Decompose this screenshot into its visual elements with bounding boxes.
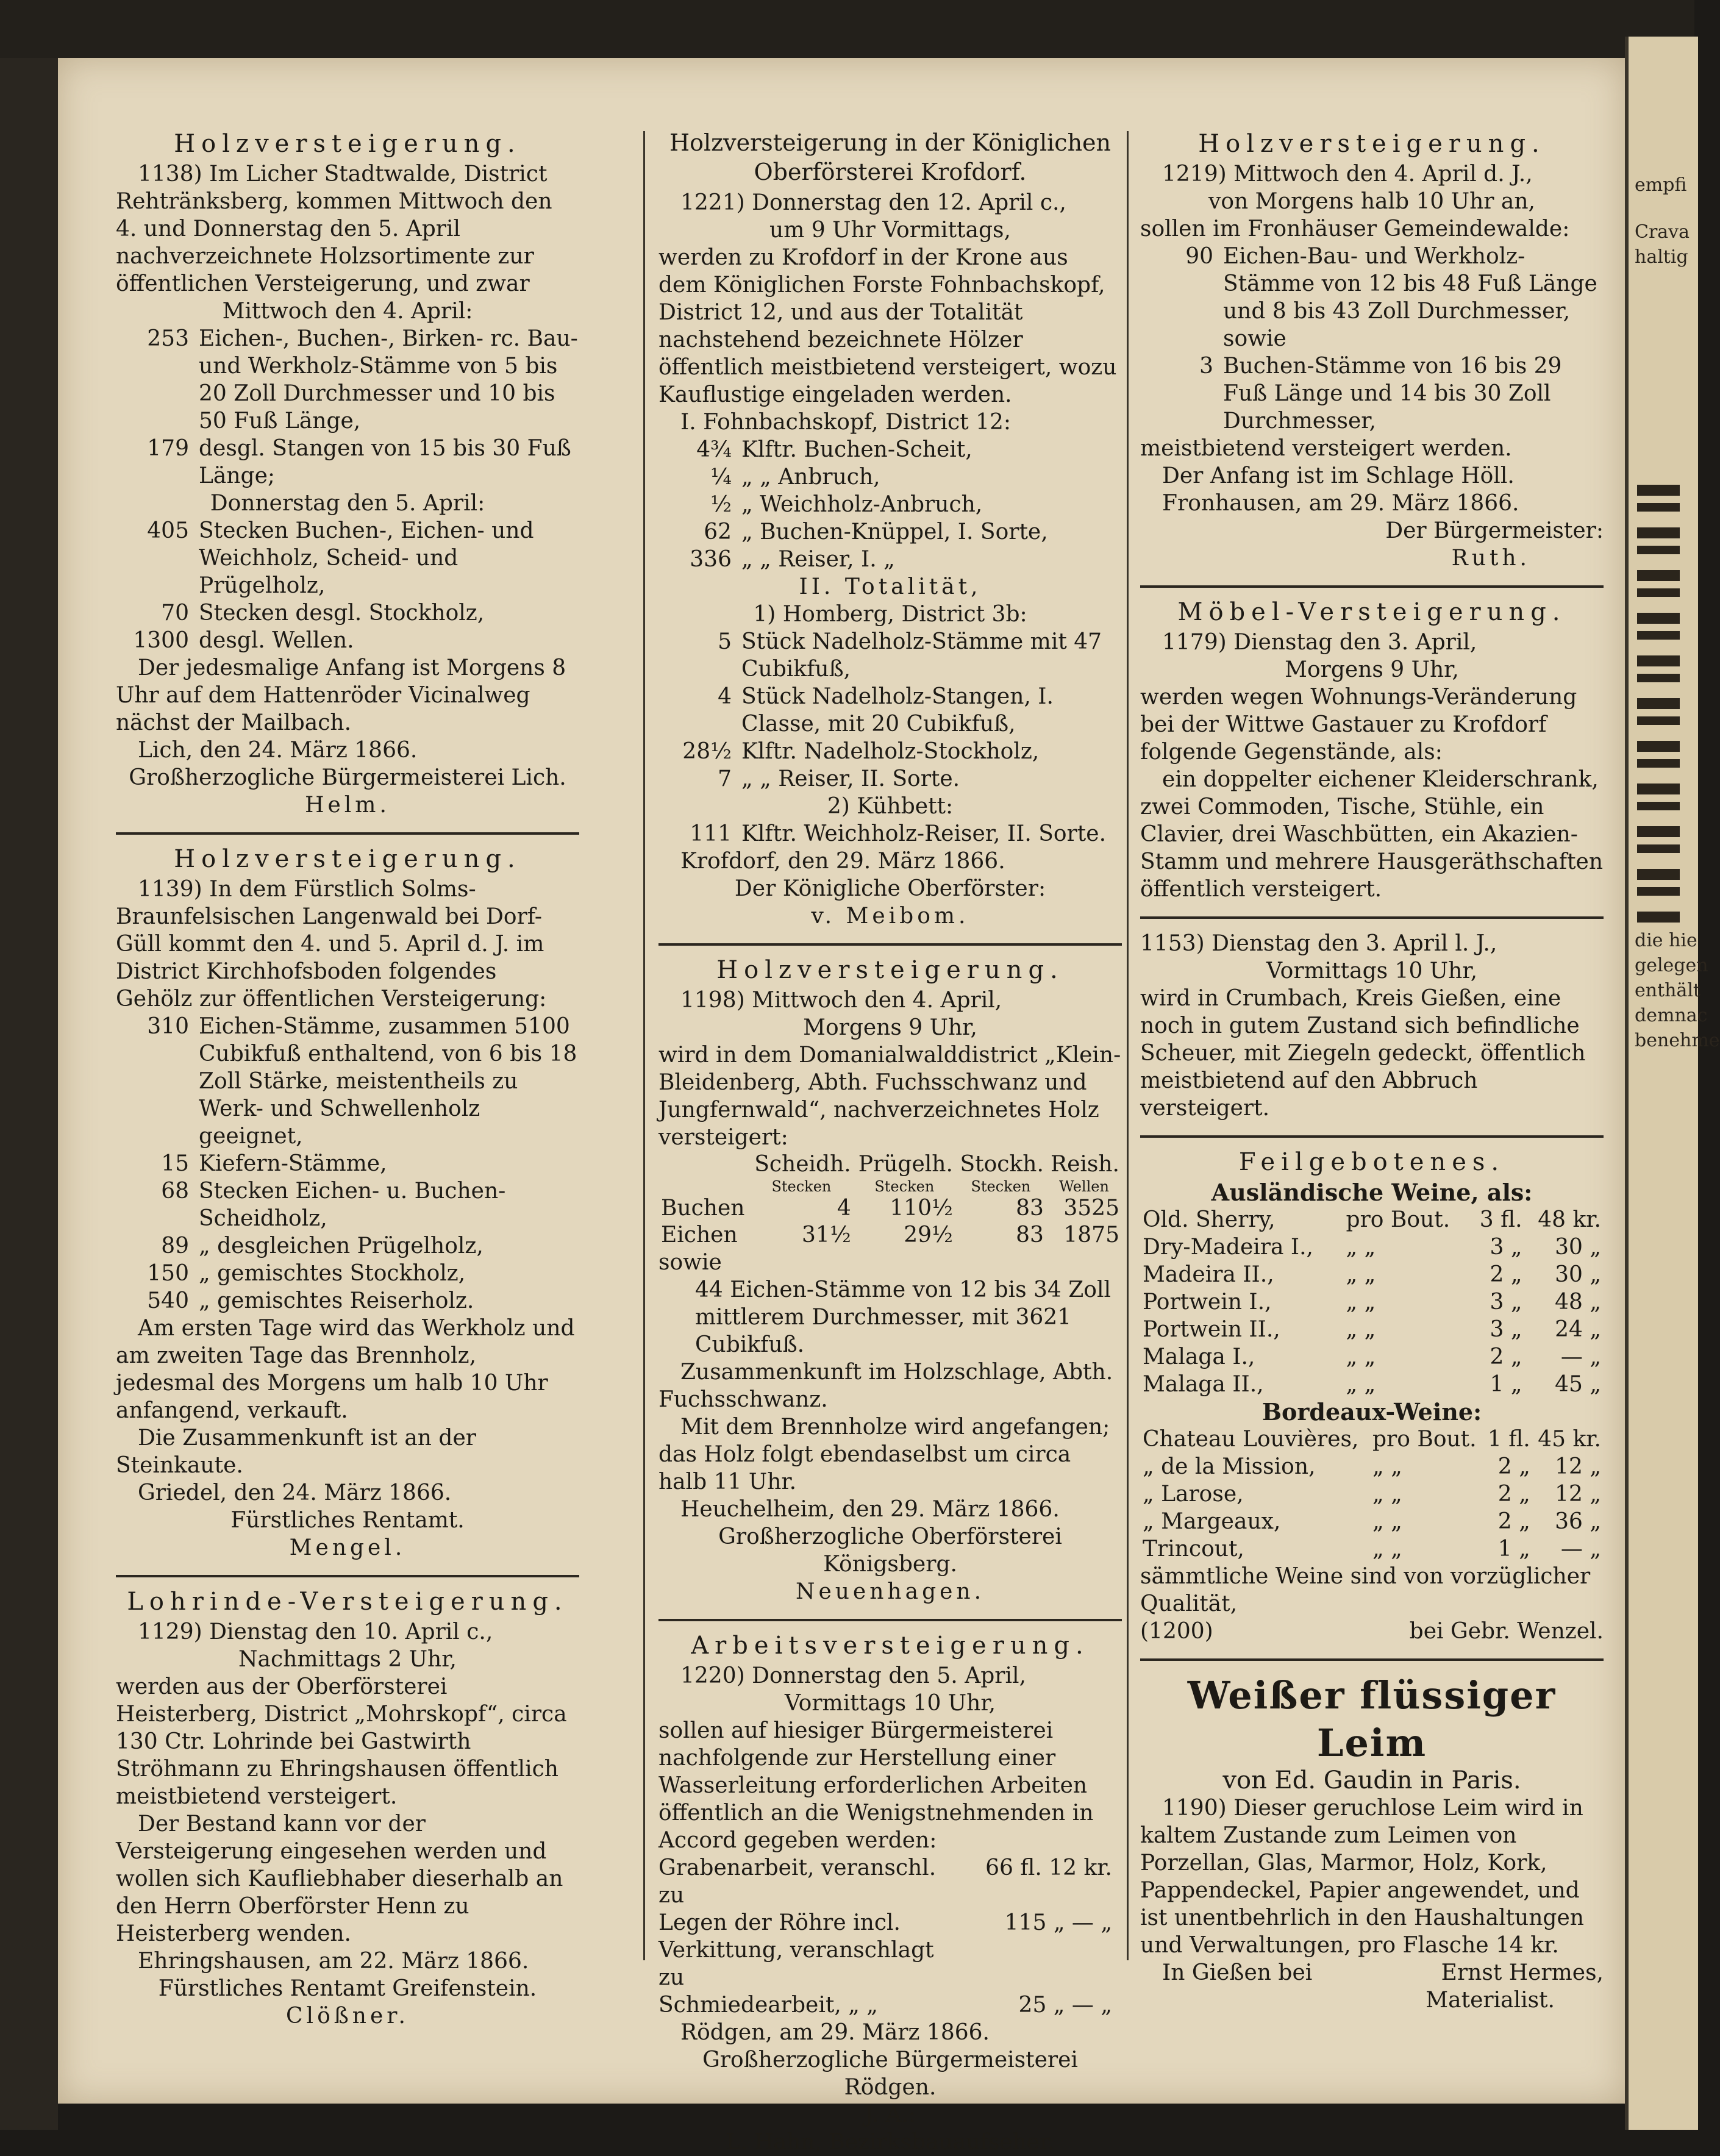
lot-text: „ desgleichen Prügelholz, — [199, 1233, 484, 1258]
notice-date: Donnerstag den 5. April: — [210, 491, 485, 516]
work-item — [658, 1991, 1122, 2019]
section-rule — [1140, 916, 1604, 919]
wine-name: Madeira II., — [1143, 1262, 1274, 1287]
wood-table — [658, 1151, 1122, 1249]
column-1 — [116, 128, 579, 2030]
lot-item — [658, 463, 1122, 491]
notice-arbeitsversteigerung — [658, 1632, 1122, 2156]
cell: 31½ — [802, 1223, 851, 1248]
work-price: 115 „ — „ — [1004, 1910, 1112, 1935]
notice-place-date: Ehringshausen, am 22. März 1866. — [138, 1949, 529, 1974]
notice-signature: Der Bürgermeister: — [1385, 518, 1604, 543]
wood-table-units — [658, 1178, 1122, 1195]
lot-item — [658, 628, 1122, 683]
notice-signature: Großherzogliche Oberförsterei Königsberg. — [718, 1524, 1062, 1577]
wine-name: „ Margeaux, — [1143, 1509, 1281, 1534]
wine-unit: „ „ — [1372, 1509, 1402, 1534]
work-item — [658, 1909, 1122, 1991]
notice-signature-name: Neuenhagen. — [795, 1579, 985, 1604]
wine-kr: — „ — [1560, 1537, 1601, 1562]
section-rule — [658, 1619, 1122, 1621]
lot-text: Buchen-Stämme von 16 bis 29 Fuß Länge und 14 bis 30 Zoll Durchmesser, — [1223, 354, 1562, 434]
notice-holzversteigerung-lich — [116, 130, 579, 819]
advert-place: In Gießen bei — [1162, 1960, 1313, 1985]
wine-fl: 1 „ — [1490, 1372, 1522, 1397]
notice-signature: J. A.: — [864, 2102, 916, 2127]
lot-item — [658, 765, 1122, 793]
lot-item — [116, 517, 579, 599]
notice-body: wird in dem Domanialwalddistrict „Klein-Bleidenberg, Abth. Fuchsschwanz und Jungfernwald“, nachverzeichnetes Holz versteigert: — [658, 1043, 1121, 1150]
table-row — [1140, 1233, 1604, 1261]
wine-fl: 2 „ — [1490, 1262, 1522, 1287]
notice-note: Mit dem Brennholze wird angefangen; das Holz folgt ebendaselbst um circa halb 11 Uhr. — [658, 1415, 1110, 1494]
lot-text: Stecken Buchen-, Eichen- und Weichholz, Scheid- und Prügelholz, — [199, 518, 534, 598]
lot-quantity: 111 — [690, 821, 732, 846]
cell: 3525 — [1063, 1196, 1119, 1221]
lot-text: Eichen-Bau- und Werkholz-Stämme von 12 bis 48 Fuß Länge und 8 bis 43 Zoll Durchmesser, sowie — [1223, 244, 1597, 351]
notice-heading: Möbel-Versteigerung. — [1177, 598, 1566, 626]
notice-moebel-versteigerung — [1140, 599, 1604, 903]
lot-text: desgl. Stangen von 15 bis 30 Fuß Länge; — [199, 436, 571, 488]
notice-place-date: Griedel, den 24. März 1866. — [138, 1480, 452, 1505]
lot-quantity: 68 — [161, 1179, 189, 1204]
lot-item — [658, 436, 1122, 463]
lot-text: Stück Nadelholz-Stämme mit 47 Cubikfuß, — [741, 629, 1102, 682]
lot-text: „ „ Reiser, I. „ — [741, 547, 895, 572]
wine-kr: — „ — [1560, 1344, 1601, 1369]
table-row — [1140, 1288, 1604, 1316]
lot-quantity: 15 — [161, 1151, 189, 1176]
notice-place-date: Fronhausen, am 29. März 1866. — [1162, 491, 1519, 516]
notice-time: Vormittags 10 Uhr, — [784, 1691, 996, 1716]
notice-body: werden aus der Oberförsterei Heisterberg, District „Mohrskopf“, circa 130 Ctr. Lohrinde bei Gastwirth Ströhmann zu Ehringshausen öffentlich meistbietend versteigert. — [116, 1674, 567, 1809]
wine-name: Malaga II., — [1143, 1372, 1264, 1397]
lot-quantity: 4 — [718, 684, 732, 709]
notice-time: Vormittags 10 Uhr, — [1266, 958, 1478, 983]
wine-unit: „ „ — [1346, 1317, 1376, 1342]
lot-text: Eichen-, Buchen-, Birken- rc. Bau- und Werkholz-Stämme von 5 bis 20 Zoll Durchmesser und 10 bis 50 Fuß Länge, — [199, 326, 578, 434]
notice-subsection: 1) Homberg, District 3b: — [753, 602, 1027, 627]
wine-name: Chateau Louvières, — [1143, 1427, 1359, 1452]
edge-fragment: benehme — [1635, 1030, 1720, 1051]
notice-footer — [1140, 1618, 1604, 1645]
wine-unit: „ „ — [1346, 1372, 1376, 1397]
work-item — [658, 1854, 1122, 1909]
lot-text: Eichen-Stämme, zusammen 5100 Cubikfuß enthaltend, von 6 bis 18 Zoll Stärke, meistentheils zu Werk- und Schwellenholz geeignet, — [199, 1014, 577, 1149]
lot-item — [116, 1260, 579, 1287]
lot-item — [1140, 352, 1604, 435]
wine-unit: „ „ — [1346, 1290, 1376, 1315]
wine-name: Portwein II., — [1143, 1317, 1280, 1342]
notice-signature-name: v. Meibom. — [811, 904, 969, 929]
lot-quantity: 336 — [690, 547, 732, 572]
notice-lohrinde-versteigerung — [116, 1588, 579, 2030]
wine-name: „ Larose, — [1143, 1482, 1244, 1507]
edge-fragment: haltig — [1635, 246, 1688, 268]
notice-signature: Fürstliches Rentamt. — [230, 1508, 465, 1533]
notice-signature: Fürstliches Rentamt Greifenstein. — [158, 1976, 537, 2001]
cell: 110½ — [890, 1196, 953, 1221]
notice-scheuer-versteigerung — [1140, 930, 1604, 1122]
section-rule — [1140, 1135, 1604, 1138]
notice-note: Zusammenkunft im Holzschlage, Abth. Fuchsschwanz. — [658, 1360, 1113, 1412]
table-row — [658, 1195, 1122, 1222]
wine-name: Trincout, — [1143, 1537, 1244, 1562]
wine-fl: 3 „ — [1490, 1290, 1522, 1315]
notice-text: 44 Eichen-Stämme von 12 bis 34 Zoll mittlerem Durchmesser, mit 3621 Cubikfuß. — [695, 1277, 1111, 1357]
notice-holzversteigerung-fronhausen — [1140, 130, 1604, 572]
table-row — [1140, 1316, 1604, 1343]
table-row — [1140, 1343, 1604, 1371]
lot-quantity: 405 — [147, 518, 189, 543]
section-rule — [658, 943, 1122, 946]
notice-date: 1129) Dienstag den 10. April c., — [138, 1619, 493, 1644]
notice-signature: bei Gebr. Wenzel. — [1409, 1619, 1604, 1644]
lot-item — [116, 1013, 579, 1150]
lot-item — [658, 738, 1122, 765]
wine-fl: 2 „ — [1490, 1344, 1522, 1369]
wine-fl: 3 „ — [1490, 1317, 1522, 1342]
wine-fl: 3 „ — [1490, 1235, 1522, 1260]
notice-heading: Holzversteigerung. — [1198, 130, 1546, 158]
notice-signature-name: L. Hahn, Bezirksbauaufseher. — [726, 2130, 1055, 2155]
lot-text: Stecken Eichen- u. Buchen-Scheidholz, — [199, 1179, 506, 1231]
notice-body: werden zu Krofdorf in der Krone aus dem Königlichen Forste Fohnbachskopf, District 12, und aus der Totalität nachstehend bezeichnete Hölzer öffentlich meistbietend versteigert, wozu Kauflustige eingeladen werden. — [658, 245, 1117, 407]
section-rule — [116, 1575, 579, 1577]
notice-time: Morgens 9 Uhr, — [1285, 657, 1459, 682]
lot-quantity: 7 — [718, 766, 732, 791]
section-rule — [1140, 1658, 1604, 1661]
wine-kr: 12 „ — [1555, 1454, 1601, 1479]
lot-item — [116, 1232, 579, 1260]
lot-quantity: 28½ — [682, 739, 732, 764]
lot-text: „ Weichholz-Anbruch, — [741, 492, 983, 517]
notice-signature: Der Königliche Oberförster: — [734, 876, 1046, 901]
notice-signature-name: Clößner. — [286, 2004, 409, 2029]
notice-body: sollen im Fronhäuser Gemeindewalde: — [1140, 216, 1570, 241]
wine-section-heading: Ausländische Weine, als: — [1211, 1179, 1533, 1206]
notice-heading: Lohrinde-Versteigerung. — [127, 1588, 568, 1616]
notice-place-date: Lich, den 24. März 1866. — [138, 738, 418, 763]
wine-kr: 48 „ — [1555, 1290, 1601, 1315]
lot-item — [116, 1287, 579, 1315]
notice-date: 1220) Donnerstag den 5. April, — [680, 1663, 1026, 1688]
notice-date: 1221) Donnerstag den 12. April c., — [680, 190, 1066, 215]
lot-item — [116, 1177, 579, 1232]
work-label: Schmiedearbeit, „ „ — [658, 1993, 878, 2018]
notice-place-date: Rödgen, am 29. März 1866. — [680, 2020, 990, 2045]
wine-kr: 48 kr. — [1538, 1207, 1601, 1232]
edge-fragment: enthält — [1635, 980, 1700, 1001]
lot-text: „ gemischtes Reiserholz. — [199, 1288, 474, 1313]
wine-fl: 2 „ — [1497, 1482, 1530, 1507]
notice-feilgebotenes-weine — [1140, 1149, 1604, 1645]
notice-note: Der Anfang ist im Schlage Höll. — [1162, 463, 1515, 488]
lot-quantity: 89 — [161, 1233, 189, 1258]
lot-text: desgl. Wellen. — [199, 628, 354, 653]
column-divider — [643, 131, 645, 1960]
wine-unit: „ „ — [1346, 1235, 1376, 1260]
lot-quantity: 90 — [1185, 244, 1213, 269]
lot-item — [1140, 243, 1604, 352]
notice-body: wird in Crumbach, Kreis Gießen, eine noch in gutem Zustand sich befindliche Scheuer, mit Ziegeln gedeckt, öffentlich meistbietend auf den Abbruch versteigert. — [1140, 986, 1586, 1121]
wine-price-table — [1140, 1426, 1604, 1563]
lot-quantity: ½ — [710, 492, 732, 517]
wine-name: „ de la Mission, — [1143, 1454, 1316, 1479]
column-3 — [1140, 128, 1604, 2014]
notice-date: 1219) Mittwoch den 4. April d. J., — [1162, 162, 1533, 187]
col-header: Reish. — [1050, 1152, 1119, 1177]
edge-fragment: die hie — [1635, 930, 1697, 951]
column-divider — [1127, 131, 1129, 1960]
wine-fl: 2 „ — [1497, 1509, 1530, 1534]
table-row — [1140, 1453, 1604, 1480]
notice-intro: 1138) Im Licher Stadtwalde, District Rehtränksberg, kommen Mittwoch den 4. und Donnerstag den 5. April nachverzeichnete Holzsortimente zur öffentlichen Versteigerung, und zwar — [116, 162, 552, 296]
notice-section: II. Totalität, — [799, 574, 982, 599]
notice-heading: Holzversteigerung in der Königlichen Oberförsterei Krofdorf. — [669, 129, 1112, 185]
notice-time: um 9 Uhr Vormittags, — [769, 218, 1011, 243]
table-row — [1140, 1426, 1604, 1453]
lot-item — [116, 627, 579, 654]
table-row — [658, 1222, 1122, 1249]
lot-quantity: 179 — [147, 436, 189, 461]
notice-note: Der jedesmalige Anfang ist Morgens 8 Uhr auf dem Hattenröder Vicinalweg nächst der Mailbach. — [116, 655, 566, 735]
lot-text: „ „ Reiser, II. Sorte. — [741, 766, 960, 791]
notice-place-date: Krofdorf, den 29. März 1866. — [680, 849, 1005, 874]
advert-signature: Ernst Hermes, — [1441, 1960, 1604, 1985]
lot-quantity: 253 — [147, 326, 189, 351]
work-price: 66 fl. 12 kr. — [985, 1855, 1112, 1880]
scan-left-edge — [0, 58, 58, 2130]
lot-item — [658, 518, 1122, 546]
wine-unit: „ „ — [1372, 1537, 1402, 1562]
wine-section-heading: Bordeaux-Weine: — [1261, 1398, 1482, 1426]
work-label: Legen der Röhre incl. Verkittung, veranschlagt zu — [658, 1910, 934, 1990]
lot-quantity: 3 — [1199, 354, 1213, 379]
advert-subtitle: von Ed. Gaudin in Paris. — [1222, 1766, 1521, 1794]
wine-unit: „ „ — [1346, 1262, 1376, 1287]
notice-heading: Holzversteigerung. — [716, 956, 1064, 984]
wine-kr: 45 kr. — [1538, 1427, 1601, 1452]
notice-place-date: Heuchelheim, den 29. März 1866. — [680, 1497, 1060, 1522]
notice-section: I. Fohnbachskopf, District 12: — [680, 410, 1012, 435]
table-row — [1140, 1371, 1604, 1398]
wine-name: Portwein I., — [1143, 1290, 1272, 1315]
advert-title: Weißer flüssiger Leim — [1187, 1673, 1557, 1765]
edge-fragment: Crava — [1635, 221, 1690, 243]
unit-label: Stecken — [971, 1178, 1031, 1195]
notice-heading: Arbeitsversteigerung. — [691, 1632, 1090, 1660]
lot-text: Klftr. Buchen-Scheit, — [741, 437, 972, 462]
cell: 1875 — [1063, 1223, 1119, 1248]
lot-quantity: 310 — [147, 1014, 189, 1039]
lot-item — [116, 599, 579, 627]
table-row — [1140, 1535, 1604, 1563]
wine-name: Dry-Madeira I., — [1143, 1235, 1313, 1260]
lot-quantity: ¼ — [710, 465, 732, 490]
wine-unit: pro Bout. — [1372, 1427, 1477, 1452]
adjacent-page-edge — [1625, 37, 1720, 2130]
lot-text: Klftr. Weichholz-Reiser, II. Sorte. — [741, 821, 1107, 846]
lot-text: „ Buchen-Knüppel, I. Sorte, — [741, 519, 1048, 544]
notice-heading: Holzversteigerung. — [174, 845, 521, 873]
notice-note: Der Bestand kann vor der Versteigerung eingesehen werden und wollen sich Kaufliebhaber dieserhalb an den Herrn Oberförster Henn zu Heisterberg wenden. — [116, 1812, 563, 1946]
notice-number: (1200) — [1140, 1619, 1213, 1644]
notice-body: werden wegen Wohnungs-Veränderung bei der Wittwe Gastauer zu Krofdorf folgende Gegenstände, als: — [1140, 685, 1577, 765]
wine-name: Old. Sherry, — [1143, 1207, 1276, 1232]
lot-item — [658, 820, 1122, 848]
wine-kr: 12 „ — [1555, 1482, 1601, 1507]
notice-signature: Großherzogliche Bürgermeisterei Lich. — [129, 765, 566, 790]
cell: 83 — [1016, 1196, 1044, 1221]
column-2 — [658, 128, 1122, 2156]
notice-date: Mittwoch den 4. April: — [222, 299, 473, 324]
wine-kr: 24 „ — [1555, 1317, 1601, 1342]
notice-date: 1153) Dienstag den 3. April l. J., — [1140, 931, 1497, 956]
notice-body: sollen auf hiesiger Bürgermeisterei nachfolgende zur Herstellung einer Wasserleitung erforderlichen Arbeiten öffentlich an die Wenigstnehmenden in Accord gegeben werden: — [658, 1718, 1094, 1853]
notice-time: Morgens 9 Uhr, — [803, 1015, 977, 1040]
notice-leim-advertisement — [1140, 1672, 1604, 2014]
work-price: 25 „ — „ — [1018, 1993, 1112, 2018]
row-label: Buchen — [661, 1196, 745, 1221]
wine-fl: 1 „ — [1497, 1537, 1530, 1562]
edge-fragment: empfi — [1635, 174, 1687, 196]
wine-fl: 2 „ — [1497, 1454, 1530, 1479]
wood-table-header — [658, 1151, 1122, 1178]
col-header: Prügelh. — [858, 1152, 953, 1177]
section-rule — [116, 832, 579, 835]
lot-quantity: 4¾ — [696, 437, 732, 462]
wine-unit: „ „ — [1372, 1482, 1402, 1507]
col-header: Scheidh. — [754, 1152, 851, 1177]
wine-name: Malaga I., — [1143, 1344, 1255, 1369]
cell: 29½ — [904, 1223, 953, 1248]
notice-time: Nachmittags 2 Uhr, — [238, 1647, 457, 1672]
notice-holzversteigerung-heuchelheim — [658, 957, 1122, 1605]
notice-holzversteigerung-krofdorf — [658, 128, 1122, 930]
wine-kr: 30 „ — [1555, 1235, 1601, 1260]
lot-text: Klftr. Nadelholz-Stockholz, — [741, 739, 1040, 764]
wine-fl: 3 fl. — [1479, 1207, 1522, 1232]
lot-quantity: 1300 — [133, 628, 189, 653]
wine-kr: 30 „ — [1555, 1262, 1601, 1287]
advert-footer — [1140, 1959, 1604, 1986]
notice-text: meistbietend versteigert werden. — [1140, 436, 1512, 461]
lot-text: Stecken desgl. Stockholz, — [199, 601, 485, 626]
notice-holzversteigerung-dorf-guell — [116, 846, 579, 1562]
notice-heading: Feilgebotenes. — [1238, 1148, 1505, 1176]
lot-item — [116, 325, 579, 435]
lot-text: Kiefern-Stämme, — [199, 1151, 387, 1176]
lot-item — [658, 683, 1122, 738]
lot-item — [116, 435, 579, 490]
table-row — [1140, 1480, 1604, 1508]
edge-fragment: demnac — [1635, 1005, 1708, 1026]
lot-quantity: 5 — [718, 629, 732, 654]
lot-quantity: 150 — [147, 1261, 189, 1286]
lot-text: Stück Nadelholz-Stangen, I. Classe, mit 20 Cubikfuß, — [741, 684, 1054, 737]
col-header: Stockh. — [960, 1152, 1044, 1177]
wine-fl: 1 fl. — [1487, 1427, 1530, 1452]
section-rule — [1140, 585, 1604, 588]
table-row — [1140, 1206, 1604, 1233]
notice-signature: Großherzogliche Bürgermeisterei Rödgen. — [702, 2047, 1078, 2100]
scan-top-margin — [0, 0, 1694, 58]
wine-price-table — [1140, 1206, 1604, 1398]
table-row — [1140, 1261, 1604, 1288]
notice-date: 1198) Mittwoch den 4. April, — [680, 988, 1002, 1013]
notice-note: Die Zusammenkunft ist an der Steinkaute. — [116, 1426, 476, 1478]
work-label: Grabenarbeit, veranschl. zu — [658, 1855, 937, 1908]
lot-text: „ gemischtes Stockholz, — [199, 1261, 466, 1286]
advert-signature-title: Materialist. — [1426, 1988, 1555, 2013]
lot-item — [116, 1150, 579, 1177]
cell: 83 — [1016, 1223, 1044, 1248]
wine-unit: pro Bout. — [1346, 1207, 1451, 1232]
notice-body: ein doppelter eichener Kleiderschrank, zwei Commoden, Tische, Stühle, ein Clavier, drei Waschbütten, ein Akazien-Stamm und mehrere Hausgeräthschaften öffentlich versteigert. — [1140, 767, 1604, 902]
unit-label: Wellen — [1058, 1178, 1109, 1195]
notice-heading: Holzversteigerung. — [174, 130, 521, 158]
lot-quantity: 62 — [704, 519, 732, 544]
notice-subsection: 2) Kühbett: — [827, 794, 954, 819]
notice-signature-name: Mengel. — [289, 1535, 406, 1560]
notice-intro: 1139) In dem Fürstlich Solms-Braunfelsischen Langenwald bei Dorf-Güll kommt den 4. und 5. April d. J. im District Kirchhofsboden folgendes Gehölz zur öffentlichen Versteigerung: — [116, 877, 547, 1012]
row-label: Eichen — [661, 1223, 738, 1248]
notice-date: 1179) Dienstag den 3. April, — [1162, 630, 1477, 655]
unit-label: Stecken — [874, 1178, 935, 1195]
edge-fragment: gelegen — [1635, 955, 1708, 976]
notice-time: von Morgens halb 10 Uhr an, — [1208, 189, 1535, 214]
wine-unit: „ „ — [1346, 1344, 1376, 1369]
notice-note: Am ersten Tage wird das Werkholz und am zweiten Tage das Brennholz, jedesmal des Morgens um halb 10 Uhr anfangend, verkauft. — [116, 1316, 575, 1423]
table-row — [1140, 1508, 1604, 1535]
lot-item — [658, 491, 1122, 518]
lot-item — [658, 546, 1122, 573]
lot-text: „ „ Anbruch, — [741, 465, 880, 490]
wine-unit: „ „ — [1372, 1454, 1402, 1479]
advert-body: 1190) Dieser geruchlose Leim wird in kaltem Zustande zum Leimen von Porzellan, Glas, Marmor, Holz, Kork, Pappendeckel, Papier angewendet, und ist unentbehrlich in den Haushaltungen und Verwaltungen, pro Flasche 14 kr. — [1140, 1796, 1584, 1958]
notice-note: sämmtliche Weine sind von vorzüglicher Qualität, — [1140, 1564, 1591, 1616]
cell: 4 — [837, 1196, 851, 1221]
wine-kr: 45 „ — [1555, 1372, 1601, 1397]
lot-quantity: 540 — [147, 1288, 189, 1313]
ornamental-border — [1637, 485, 1680, 924]
notice-signature-name: Ruth. — [1451, 546, 1530, 571]
unit-label: Stecken — [771, 1178, 832, 1195]
wine-kr: 36 „ — [1555, 1509, 1601, 1534]
lot-quantity: 70 — [161, 601, 189, 626]
notice-text: sowie — [658, 1250, 722, 1275]
notice-signature-name: Helm. — [305, 793, 390, 818]
